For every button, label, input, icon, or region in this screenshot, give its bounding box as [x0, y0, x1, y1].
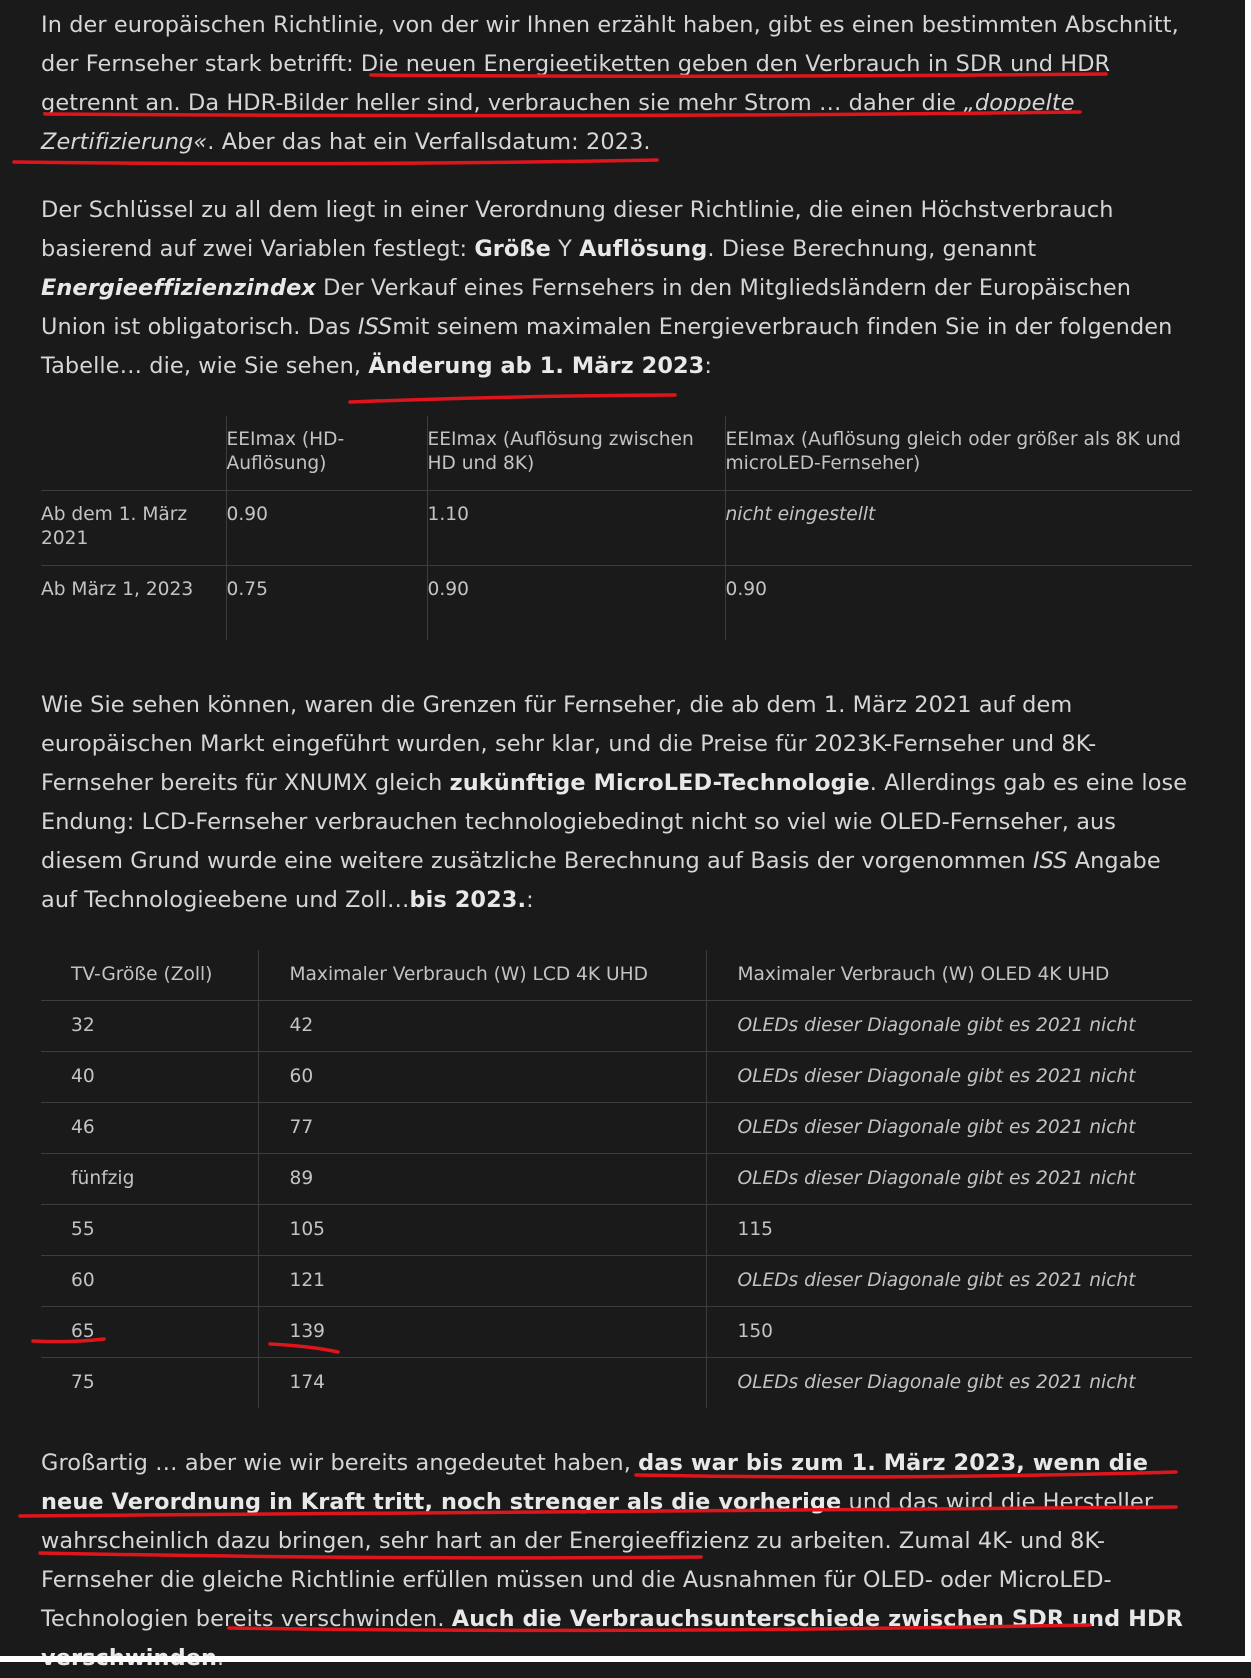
bold-term: Änderung ab 1. März 2023 — [368, 353, 705, 379]
table-row — [41, 1307, 1192, 1358]
table-cell: 174 — [258, 1358, 706, 1409]
table-cell: 89 — [258, 1154, 706, 1205]
table-cell: 105 — [258, 1205, 706, 1256]
italic-term: ISS — [357, 314, 393, 340]
table-cell: 77 — [258, 1103, 706, 1154]
table-header-row — [41, 950, 1192, 1001]
table-cell: 40 — [41, 1052, 258, 1103]
table-cell: OLEDs dieser Diagonale gibt es 2021 nicht — [706, 1154, 1192, 1205]
table-header-cell: Maximaler Verbrauch (W) LCD 4K UHD — [258, 950, 706, 1001]
table-row — [41, 1103, 1192, 1154]
table-cell: 0.90 — [226, 490, 427, 565]
table-cell: 60 — [41, 1256, 258, 1307]
paragraph-text: Wie Sie sehen können, waren die Grenzen für Fernseher, die ab dem 1. März 2021 auf dem europäischen Markt eingeführt wurden, sehr klar, und die Preise für 2023K-Fernseher und 8K-Fernseher bereits für XNUMX gleich — [41, 692, 1097, 796]
table-header-cell: EEImax (Auflösung gleich oder größer als 8K und microLED-Fernseher) — [725, 416, 1192, 490]
paragraph-text: . Diese Berechnung, genannt — [707, 236, 1037, 262]
table-row — [41, 1358, 1192, 1409]
paragraph-conclusion — [41, 1444, 1196, 1678]
table-header-row — [41, 416, 1192, 490]
paragraph-text: Y — [550, 236, 580, 262]
table-cell: 1.10 — [427, 490, 725, 565]
paragraph-text: und das wird die Hersteller wahrscheinlich dazu bringen, sehr hart an der Energieeffizienz zu arbeiten. Zumal 4K- und 8K-Fernseher die gleiche Richtlinie erfüllen müssen und die Ausnahmen für OLED- oder MicroLED-Technologien bereits verschwinden. — [41, 1489, 1154, 1632]
table-row — [41, 1001, 1192, 1052]
paragraph-text: . Allerdings gab es eine lose Endung: LCD-Fernseher verbrauchen technologiebedingt nicht so viel wie OLED-Fernseher, aus diesem Grund wurde eine weitere zusätzliche Berechnung auf Basis der vorgenommen — [41, 770, 1188, 874]
table-cell: nicht eingestellt — [725, 490, 1192, 565]
table-cell: OLEDs dieser Diagonale gibt es 2021 nicht — [706, 1052, 1192, 1103]
paragraph-text: Angabe auf Technologieebene und Zoll… — [41, 848, 1161, 913]
red-underline — [350, 395, 675, 402]
paragraph-text: Großartig … aber wie wir bereits angedeutet haben, — [41, 1450, 639, 1476]
page-edge — [0, 1656, 1251, 1662]
bold-term: Auch die Verbrauchsunterschiede zwischen SDR und HDR — [451, 1606, 1184, 1632]
paragraph-key-regulation — [41, 191, 1196, 386]
bold-term: bis 2023. — [409, 887, 527, 913]
table-cell: OLEDs dieser Diagonale gibt es 2021 nicht — [706, 1001, 1192, 1052]
table-row — [41, 1205, 1192, 1256]
eeimax-table — [41, 416, 1192, 640]
table-cell: 42 — [258, 1001, 706, 1052]
table-cell: 0.90 — [725, 565, 1192, 640]
table-cell: OLEDs dieser Diagonale gibt es 2021 nicht — [706, 1358, 1192, 1409]
paragraph-text: In der europäischen Richtlinie, von der wir Ihnen erzählt haben, gibt es einen bestimmten Abschnitt, der Fernseher stark betrifft: Die neuen Energieetiketten geben den Verbrauch in SDR und HDR getrennt an. Da HDR-Bilder heller sind, verbrauchen sie mehr Strom … daher die — [41, 12, 1179, 116]
table-cell: 32 — [41, 1001, 258, 1052]
table-cell: 0.90 — [427, 565, 725, 640]
table-cell: 46 — [41, 1103, 258, 1154]
bold-italic-term: Energieeffizienzindex — [41, 275, 316, 301]
table-cell: Ab dem 1. März 2021 — [41, 490, 226, 565]
table-cell: 115 — [706, 1205, 1192, 1256]
table-cell: 121 — [258, 1256, 706, 1307]
table-header-cell: TV-Größe (Zoll) — [41, 950, 258, 1001]
table-header-cell: EEImax (HD-Auflösung) — [226, 416, 427, 490]
table-cell: 150 — [706, 1307, 1192, 1358]
table-row — [41, 1154, 1192, 1205]
table-header-cell: Maximaler Verbrauch (W) OLED 4K UHD — [706, 950, 1192, 1001]
consumption-table — [41, 950, 1192, 1408]
table-header-cell — [41, 416, 226, 490]
italic-term: ISS — [1032, 848, 1068, 874]
table-row — [41, 1052, 1192, 1103]
table-row — [41, 1256, 1192, 1307]
bold-term: das war bis zum 1. März 2023, wenn die neue Verordnung in Kraft tritt, noch strenger als die vorherige — [41, 1450, 1148, 1515]
table-cell: 60 — [258, 1052, 706, 1103]
table-cell: 55 — [41, 1205, 258, 1256]
bold-term: zukünftige MicroLED-Technologie — [449, 770, 870, 796]
table-cell: 75 — [71, 1372, 95, 1393]
table-cell: OLEDs dieser Diagonale gibt es 2021 nicht — [706, 1256, 1192, 1307]
italic-quote: „doppelte Zertifizierung« — [41, 90, 1075, 155]
table-row — [41, 490, 1192, 565]
paragraph-text: : — [704, 353, 713, 379]
paragraph-text: Der Schlüssel zu all dem liegt in einer Verordnung dieser Richtlinie, die einen Höchstverbrauch basierend auf zwei Variablen festlegt: — [41, 197, 1114, 262]
table-row — [41, 565, 1192, 640]
paragraph-text: Der Verkauf eines Fernsehers in den Mitgliedsländern der Europäischen Union ist obligatorisch. Das — [41, 275, 1132, 340]
table-cell: fünfzig — [41, 1154, 258, 1205]
paragraph-text: mit seinem maximalen Energieverbrauch finden Sie in der folgenden Tabelle… die, wie Sie sehen, — [41, 314, 1173, 379]
bold-term: Auflösung — [579, 236, 708, 262]
paragraph-text: . Aber das hat ein Verfallsdatum: 2023. — [207, 129, 651, 155]
table-header-cell: EEImax (Auflösung zwischen HD und 8K) — [427, 416, 725, 490]
page-edge — [1245, 0, 1251, 1662]
bold-term: Größe — [474, 236, 551, 262]
paragraph-text: : — [526, 887, 534, 913]
table-cell: Ab März 1, 2023 — [41, 578, 194, 600]
table-cell: 139 — [258, 1307, 706, 1358]
table-cell: 65 — [41, 1307, 258, 1358]
table-cell: 0.75 — [226, 565, 427, 640]
paragraph-limits — [41, 686, 1196, 920]
table-cell: OLEDs dieser Diagonale gibt es 2021 nicht — [706, 1103, 1192, 1154]
paragraph-energy-labels — [41, 6, 1196, 162]
